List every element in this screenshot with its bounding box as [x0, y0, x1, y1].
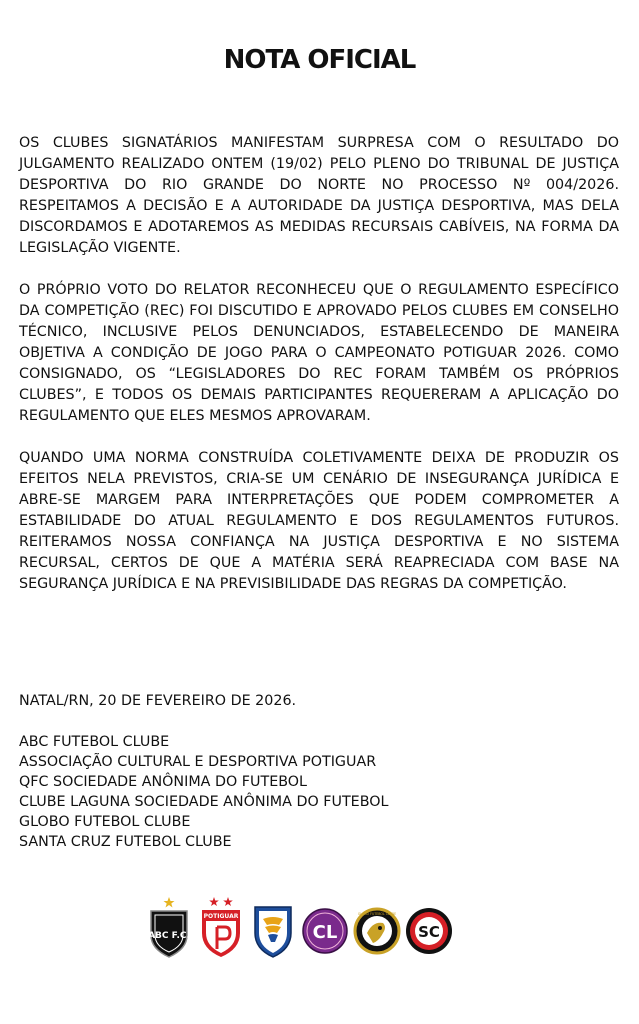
svg-text:ABC F.C.: ABC F.C. — [148, 931, 190, 941]
signatory: GLOBO FUTEBOL CLUBE — [19, 814, 191, 830]
note-body — [19, 133, 619, 616]
paragraph-2: O PRÓPRIO VOTO DO RELATOR RECONHECEU QUE O REGULAMENTO ESPECÍFICO DA COMPETIÇÃO (REC) FOI DISCUTIDO E APROVADO PELOS CLUBES EM CONSELHO TÉCNICO, INCLUSIVE PELOS DENUNCIADOS, ESTABELECENDO DE MANEIRA OBJETIVA A CONDIÇÃO DE JOGO PARA O CAMPEONATO POTIGUAR 2026. COMO CONSIGNADO, OS “LEGISLADORES DO REC FORAM TAMBÉM OS PRÓPRIOS CLUBES”, E TODOS OS DEMAIS PARTICIPANTES REQUERERAM A APLICAÇÃO DO REGULAMENTO QUE ELES MESMOS APROVARAM. — [19, 282, 619, 424]
signatory: SANTA CRUZ FUTEBOL CLUBE — [19, 834, 232, 850]
club-logos — [145, 895, 465, 965]
signatory: ASSOCIAÇÃO CULTURAL E DESPORTIVA POTIGUAR — [19, 754, 377, 770]
date-line: NATAL/RN, 20 DE FEVEREIRO DE 2026. — [19, 693, 297, 709]
svg-text:GLOBO FUTEBOL CLUBE: GLOBO FUTEBOL CLUBE — [357, 912, 397, 916]
santa-cruz-crest-icon — [405, 895, 453, 959]
signatory: QFC SOCIEDADE ANÔNIMA DO FUTEBOL — [19, 774, 308, 790]
signatories-list — [19, 732, 389, 852]
paragraph-1: OS CLUBES SIGNATÁRIOS MANIFESTAM SURPRESA COM O RESULTADO DO JULGAMENTO REALIZADO ONTEM (19/02) PELO PLENO DO TRIBUNAL DE JUSTIÇA DESPORTIVA DO RIO GRANDE DO NORTE NO PROCESSO Nº 004/2026. RESPEITAMOS A DECISÃO E A AUTORIDADE DA JUSTIÇA DESPORTIVA, MAS DELA DISCORDAMOS E ADOTAREMOS AS MEDIDAS RECURSAIS CABÍVEIS, NA FORMA DA LEGISLAÇÃO VIGENTE. — [19, 135, 619, 256]
svg-text:CL: CL — [312, 922, 338, 943]
signatory: ABC FUTEBOL CLUBE — [19, 734, 170, 750]
laguna-crest-icon — [301, 895, 349, 959]
svg-text:SC: SC — [418, 923, 440, 941]
signatory: CLUBE LAGUNA SOCIEDADE ANÔNIMA DO FUTEBOL — [19, 794, 389, 810]
qfc-crest-icon — [249, 895, 297, 959]
paragraph-3: QUANDO UMA NORMA CONSTRUÍDA COLETIVAMENTE DEIXA DE PRODUZIR OS EFEITOS NELA PREVISTOS, CRIA-SE UM CENÁRIO DE INSEGURANÇA JURÍDICA E ABRE-SE MARGEM PARA INTERPRETAÇÕES QUE PODEM COMPROMETER A ESTABILIDADE DO ATUAL REGULAMENTO E DOS REGULAMENTOS FUTUROS. REITERAMOS NOSSA CONFIANÇA NA JUSTIÇA DESPORTIVA E NO SISTEMA RECURSAL, CERTOS DE QUE A MATÉRIA SERÁ REAPRECIADA COM BASE NA SEGURANÇA JURÍDICA E NA PREVISIBILIDADE DAS REGRAS DA COMPETIÇÃO. — [19, 450, 619, 592]
potiguar-crest-icon — [197, 895, 245, 959]
svg-text:POTIGUAR: POTIGUAR — [203, 913, 239, 920]
abc-crest-icon — [145, 895, 193, 959]
globo-crest-icon — [353, 895, 401, 959]
page-title: NOTA OFICIAL — [223, 45, 416, 75]
